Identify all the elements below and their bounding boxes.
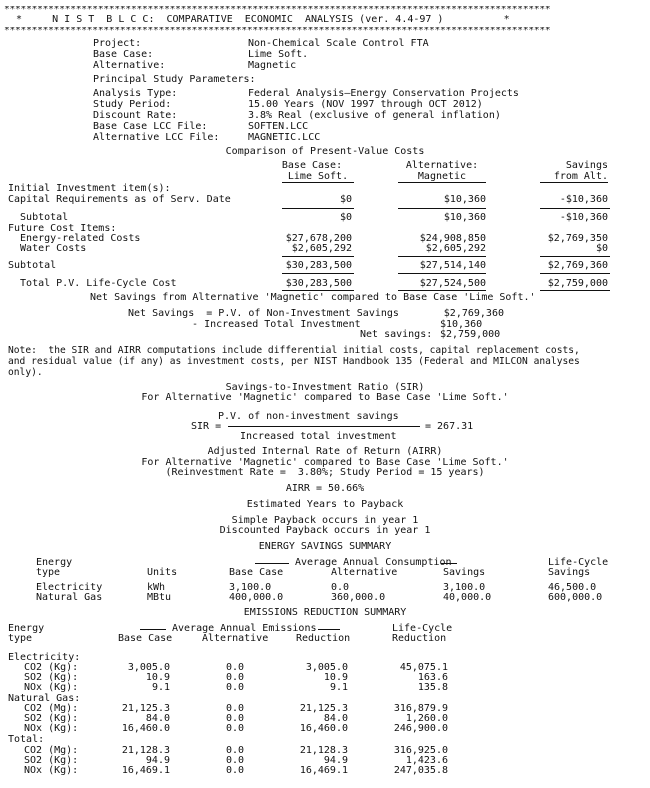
emissions-h-type-1: Energy [8, 623, 45, 634]
emissions-row-lc: 1,423.6 [405, 755, 448, 766]
pv-base-value: $2,605,292 [291, 243, 352, 254]
pv-row-label: Total P.V. Life-Cycle Cost [8, 278, 177, 289]
emissions-group-name: Total: [8, 734, 45, 745]
energy-row-units: MBtu [147, 592, 172, 603]
sir-numerator: P.V. of non-investment savings [218, 411, 399, 422]
net-value-2: $10,360 [440, 319, 483, 330]
emissions-row-red: 9.1 [329, 682, 348, 693]
emissions-row-lc: 163.6 [417, 672, 448, 683]
emissions-row-label: SO2 (Kg): [24, 713, 79, 724]
net-value-1: $2,769,360 [443, 308, 504, 319]
emissions-row-red: 84.0 [323, 713, 348, 724]
note-line: and residual value (if any) as investment costs, per NIST Handbook 135 (Federal and MILCON analyses [8, 356, 580, 367]
sir-result: = 267.31 [425, 421, 474, 432]
emissions-row-alt: 0.0 [226, 723, 245, 734]
params-heading: Principal Study Parameters: [93, 74, 256, 85]
energy-row-savings: 3,100.0 [443, 582, 486, 593]
emissions-row-base: 16,469.1 [121, 765, 170, 776]
emissions-row-alt: 0.0 [226, 755, 245, 766]
param-label: Base Case LCC File: [93, 121, 208, 132]
energy-row-type: Electricity [36, 582, 103, 593]
rule [398, 290, 486, 291]
pv-base-value: $27,678,200 [285, 233, 352, 244]
airr-result: AIRR = 50.66% [285, 483, 365, 494]
emissions-group-name: Electricity: [8, 652, 81, 663]
pv-col1-h2: Lime Soft. [282, 171, 354, 183]
emissions-row-base: 3,005.0 [127, 662, 170, 673]
emissions-row-lc: 45,075.1 [399, 662, 448, 673]
emissions-row-base: 21,125.3 [121, 703, 170, 714]
payback-heading: Estimated Years to Payback [246, 499, 404, 510]
param-value: 15.00 Years (NOV 1997 through OCT 2012) [248, 99, 483, 110]
base-case-label: Base Case: [93, 49, 154, 60]
energy-heading: ENERGY SAVINGS SUMMARY [258, 541, 392, 552]
payback-simple: Simple Payback occurs in year 1 [231, 515, 419, 526]
emissions-row-base: 94.9 [145, 755, 170, 766]
emissions-row-base: 9.1 [151, 682, 170, 693]
energy-row-lc: 46,500.0 [548, 582, 597, 593]
rule [318, 629, 340, 630]
emissions-row-lc: 246,900.0 [393, 723, 448, 734]
emissions-h-alt: Alternative [202, 633, 269, 644]
emissions-group-name: Natural Gas: [8, 693, 81, 704]
rule [282, 256, 354, 257]
pv-row-label: Water Costs [8, 243, 87, 254]
param-value: 3.8% Real (exclusive of general inflation) [248, 110, 501, 121]
energy-row-base: 400,000.0 [229, 592, 284, 603]
banner-stars-bottom: *************************************************************************************************** [4, 27, 551, 35]
rule [140, 629, 166, 630]
emissions-row-lc: 1,260.0 [405, 713, 448, 724]
alternative-label: Alternative: [93, 60, 166, 71]
pv-heading: Comparison of Present-Value Costs [225, 146, 425, 157]
emissions-row-red: 10.9 [323, 672, 348, 683]
pv-row-label: Future Cost Items: [8, 223, 117, 234]
param-value: MAGNETIC.LCC [248, 132, 321, 143]
sir-fraction-bar [228, 426, 420, 427]
project-label: Project: [93, 38, 142, 49]
emissions-h-red: Reduction [296, 633, 351, 644]
energy-h-lc-1: Life-Cycle [548, 557, 609, 568]
emissions-row-red: 16,469.1 [299, 765, 348, 776]
airr-subheading: For Alternative 'Magnetic' compared to Base Case 'Lime Soft.' [141, 457, 509, 468]
note-line: only). [8, 367, 43, 378]
net-heading: Net Savings from Alternative 'Magnetic' compared to Base Case 'Lime Soft.' [90, 292, 536, 303]
emissions-row-label: CO2 (Mg): [24, 745, 79, 756]
pv-savings-value: $0 [595, 243, 608, 254]
emissions-row-red: 16,460.0 [299, 723, 348, 734]
emissions-row-alt: 0.0 [226, 745, 245, 756]
pv-col2-h2: Magnetic [398, 171, 486, 183]
pv-row-label: Subtotal [8, 212, 69, 223]
pv-row-label: Subtotal [8, 260, 57, 271]
net-line-1: Net Savings = P.V. of Non-Investment Savings [128, 308, 399, 319]
net-value-3: $2,759,000 [440, 329, 501, 340]
emissions-row-label: CO2 (Mg): [24, 703, 79, 714]
emissions-row-lc: 247,035.8 [393, 765, 448, 776]
pv-col1-h1: Base Case: [281, 160, 343, 171]
rule [540, 256, 610, 257]
emissions-row-base: 21,128.3 [121, 745, 170, 756]
sir-subheading: For Alternative 'Magnetic' compared to Base Case 'Lime Soft.' [141, 392, 509, 403]
rule [540, 273, 610, 274]
energy-row-units: kWh [147, 582, 166, 593]
rule [255, 563, 289, 564]
emissions-row-label: NOx (Kg): [24, 765, 79, 776]
emissions-h-type-2: type [8, 633, 33, 644]
emissions-row-alt: 0.0 [226, 682, 245, 693]
emissions-h-lc-2: Reduction [392, 633, 447, 644]
banner-stars-top: *************************************************************************************************** [4, 6, 551, 14]
rule [398, 256, 486, 257]
emissions-h-lc-1: Life-Cycle [392, 623, 453, 634]
param-label: Analysis Type: [93, 88, 178, 99]
emissions-row-base: 84.0 [145, 713, 170, 724]
energy-h-alt: Alternative [331, 567, 398, 578]
energy-row-base: 3,100.0 [229, 582, 272, 593]
pv-alt-value: $2,605,292 [425, 243, 486, 254]
pv-base-value: $0 [339, 212, 352, 223]
pv-savings-value: $2,769,360 [547, 260, 608, 271]
rule [540, 208, 610, 209]
net-line-3: Net savings: [360, 329, 433, 340]
energy-row-savings: 40,000.0 [443, 592, 492, 603]
emissions-row-alt: 0.0 [226, 662, 245, 673]
emissions-row-alt: 0.0 [226, 765, 245, 776]
pv-col3-h2: from Alt. [540, 171, 608, 183]
pv-col3-h1: Savings [565, 160, 608, 171]
energy-h-savings: Savings [443, 567, 486, 578]
pv-row-label: Energy-related Costs [8, 233, 141, 244]
pv-row-label: Capital Requirements as of Serv. Date [8, 194, 231, 205]
emissions-row-label: CO2 (Kg): [24, 662, 79, 673]
emissions-row-label: NOx (Kg): [24, 682, 79, 693]
pv-col2-h1: Alternative: [405, 160, 479, 171]
energy-row-lc: 600,000.0 [548, 592, 603, 603]
emissions-heading: EMISSIONS REDUCTION SUMMARY [243, 607, 407, 618]
emissions-row-label: SO2 (Kg): [24, 672, 79, 683]
param-label: Study Period: [93, 99, 172, 110]
emissions-h-base: Base Case [118, 633, 173, 644]
energy-h-type-1: Energy [36, 557, 73, 568]
pv-row-label: Initial Investment item(s): [8, 183, 171, 194]
energy-h-base: Base Case [229, 567, 284, 578]
pv-base-value: $30,283,500 [285, 260, 352, 271]
pv-savings-value: -$10,360 [559, 212, 608, 223]
emissions-row-base: 10.9 [145, 672, 170, 683]
emissions-h-group: Average Annual Emissions [172, 623, 317, 634]
param-label: Discount Rate: [93, 110, 178, 121]
emissions-row-alt: 0.0 [226, 672, 245, 683]
pv-savings-value: -$10,360 [559, 194, 608, 205]
pv-base-value: $0 [339, 194, 352, 205]
project-value: Non-Chemical Scale Control FTA [248, 38, 429, 49]
energy-row-alt: 360,000.0 [331, 592, 386, 603]
payback-discounted: Discounted Payback occurs in year 1 [219, 525, 431, 536]
param-label: Alternative LCC File: [93, 132, 220, 143]
pv-alt-value: $27,514,140 [419, 260, 486, 271]
net-line-2: - Increased Total Investment [180, 319, 361, 330]
energy-h-units: Units [147, 567, 178, 578]
alternative-value: Magnetic [248, 60, 297, 71]
energy-h-type-2: type [36, 567, 61, 578]
energy-row-type: Natural Gas [36, 592, 103, 603]
emissions-row-alt: 0.0 [226, 713, 245, 724]
emissions-row-label: NOx (Kg): [24, 723, 79, 734]
energy-h-group: Average Annual Consumption [295, 557, 452, 568]
sir-heading: Savings-to-Investment Ratio (SIR) [225, 382, 425, 393]
rule [398, 208, 486, 209]
emissions-row-lc: 316,879.9 [393, 703, 448, 714]
energy-h-lc-2: Savings [548, 567, 591, 578]
base-case-value: Lime Soft. [248, 49, 309, 60]
param-value: SOFTEN.LCC [248, 121, 309, 132]
rule [282, 290, 354, 291]
pv-base-value: $30,283,500 [285, 278, 352, 289]
airr-heading: Adjusted Internal Rate of Return (AIRR) [207, 446, 443, 457]
param-value: Federal Analysis—Energy Conservation Projects [248, 88, 519, 99]
pv-alt-value: $24,908,850 [419, 233, 486, 244]
rule [282, 208, 354, 209]
pv-savings-value: $2,759,000 [547, 278, 608, 289]
airr-subheading-2: (Reinvestment Rate = 3.80%; Study Period = 15 years) [165, 467, 485, 478]
pv-alt-value: $10,360 [443, 212, 486, 223]
emissions-row-lc: 316,925.0 [393, 745, 448, 756]
pv-alt-value: $27,524,500 [419, 278, 486, 289]
emissions-row-base: 16,460.0 [121, 723, 170, 734]
emissions-row-lc: 135.8 [417, 682, 448, 693]
energy-row-alt: 0.0 [331, 582, 350, 593]
note-line: Note: the SIR and AIRR computations include differential initial costs, capital replacement costs, [8, 345, 580, 356]
emissions-row-red: 21,128.3 [299, 745, 348, 756]
rule [282, 273, 354, 274]
emissions-row-red: 3,005.0 [305, 662, 348, 673]
banner-title: * N I S T B L C C: COMPARATIVE ECONOMIC ANALYSIS (ver. 4.4-97 ) * [16, 14, 510, 25]
pv-savings-value: $2,769,350 [547, 233, 608, 244]
emissions-row-red: 94.9 [323, 755, 348, 766]
pv-alt-value: $10,360 [443, 194, 486, 205]
sir-label: SIR = [191, 421, 222, 432]
emissions-row-alt: 0.0 [226, 703, 245, 714]
emissions-row-label: SO2 (Kg): [24, 755, 79, 766]
sir-denominator: Increased total investment [240, 431, 397, 442]
rule [441, 563, 457, 564]
rule [540, 290, 610, 291]
emissions-row-red: 21,125.3 [299, 703, 348, 714]
rule [398, 273, 486, 274]
